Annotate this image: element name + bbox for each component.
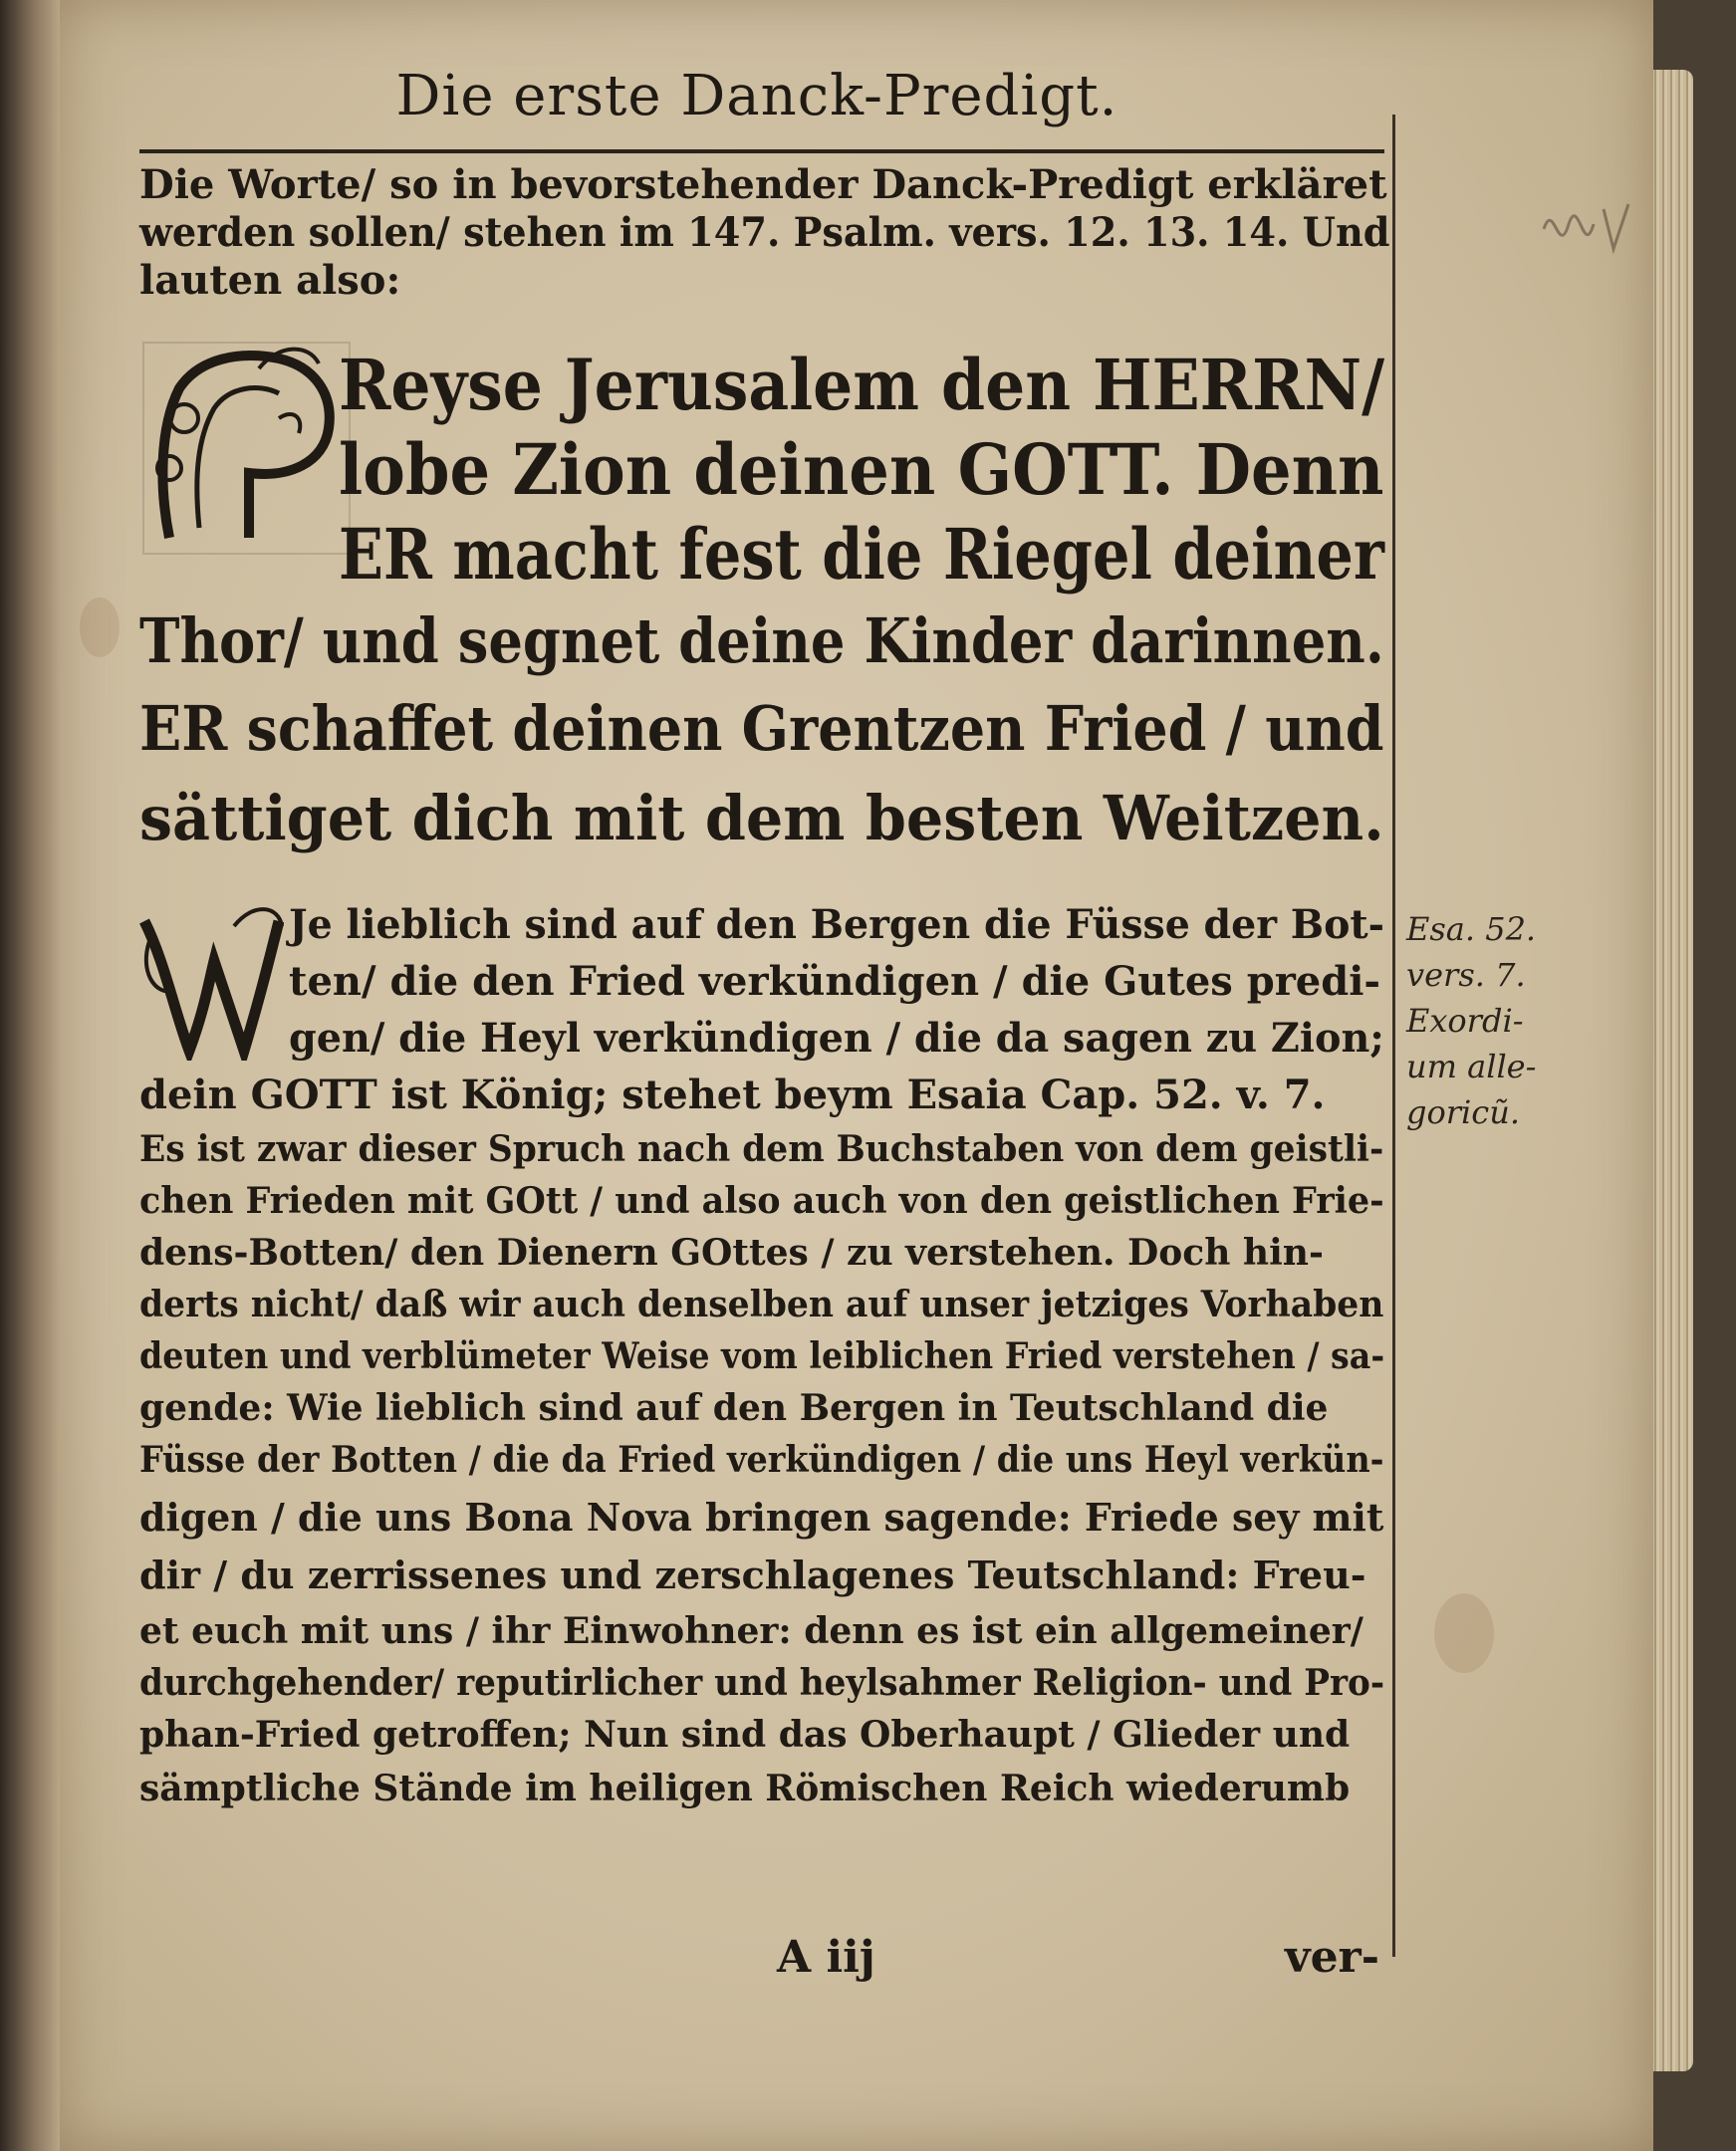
signature-mark: A iij (777, 1932, 875, 1983)
body-line: sämptliche Stände im heiligen Römischen Reich wiederumb (139, 1768, 1351, 1809)
ornamental-initial-p (139, 339, 354, 558)
body-line: digen / die uns Bona Nova bringen sagende: Friede sey mit (139, 1495, 1384, 1540)
facing-page-edge (0, 0, 62, 2151)
body-line: dir / du zerrissenes und zerschlagenes Teutschland: Freu- (139, 1553, 1366, 1597)
verse-line: sättiget dich mit dem besten Weitzen. (139, 782, 1384, 854)
body-line: gen/ die Heyl verkündigen / die da sagen zu Zion; (289, 1015, 1384, 1062)
body-line: chen Frieden mit GOtt / und also auch von den geistlichen Frie- (139, 1180, 1384, 1222)
verse-line: Thor/ und segnet deine Kinder darinnen. (139, 604, 1384, 677)
body-line: derts nicht/ daß wir auch denselben auf unser jetziges Vorhaben (139, 1284, 1384, 1325)
marginal-line: Exordi- (1406, 1002, 1524, 1040)
intro-line: werden sollen/ stehen im 147. Psalm. vers. 12. 13. 14. Und (139, 209, 1390, 256)
body-line: deuten und verblümeter Weise vom leiblichen Fried verstehen / sa- (139, 1335, 1385, 1377)
body-line: Füsse der Botten / die da Fried verkündigen / die uns Heyl verkün- (139, 1439, 1384, 1481)
verse-line: Reyse Jerusalem den HERRN/ (339, 344, 1385, 426)
ornamental-initial-w (134, 901, 284, 1061)
marginal-line: um alle- (1406, 1048, 1537, 1085)
verse-line: ER macht fest die Riegel deiner (339, 513, 1384, 596)
body-line: durchgehender/ reputirlicher und heylsahmer Religion- und Pro- (139, 1662, 1385, 1704)
body-line: et euch mit uns / ihr Einwohner: denn es ist ein allgemeiner/ (139, 1610, 1364, 1652)
marginal-line: Esa. 52. (1406, 910, 1537, 948)
body-line: dein GOTT ist König; stehet beym Esaia Cap. 52. v. 7. (139, 1072, 1326, 1118)
marginal-note (1406, 906, 1536, 1135)
body-line: Je lieblich sind auf den Bergen die Füsse der Bot- (289, 901, 1384, 948)
marginal-line: goricũ. (1406, 1093, 1520, 1131)
intro-line: lauten also: (139, 257, 401, 304)
paper-stain (1434, 1593, 1494, 1673)
body-line: phan-Fried getroffen; Nun sind das Oberhaupt / Glieder und (139, 1714, 1351, 1756)
paper-stain (80, 598, 120, 657)
body-line: gende: Wie lieblich sind auf den Bergen in Teutschland die (139, 1387, 1329, 1429)
margin-rule (1392, 115, 1395, 1957)
body-line: dens-Botten/ den Dienern GOttes / zu verstehen. Doch hin- (139, 1232, 1324, 1274)
catchword: ver- (1285, 1932, 1380, 1983)
body-line: Es ist zwar dieser Spruch nach dem Buchstaben von dem geistli- (139, 1128, 1384, 1170)
verse-line: ER schaffet deinen Grentzen Fried / und (139, 692, 1384, 765)
running-header: Die erste Danck-Predigt. (395, 64, 1118, 128)
marginal-line: vers. 7. (1406, 956, 1526, 994)
body-line: ten/ die den Fried verkündigen / die Gutes predi- (289, 958, 1380, 1005)
verse-line: lobe Zion deinen GOTT. Denn (339, 428, 1384, 511)
intro-line: Die Worte/ so in bevorstehender Danck-Predigt erkläret (139, 161, 1387, 208)
pencil-marks (1534, 189, 1643, 269)
header-rule (139, 149, 1384, 153)
